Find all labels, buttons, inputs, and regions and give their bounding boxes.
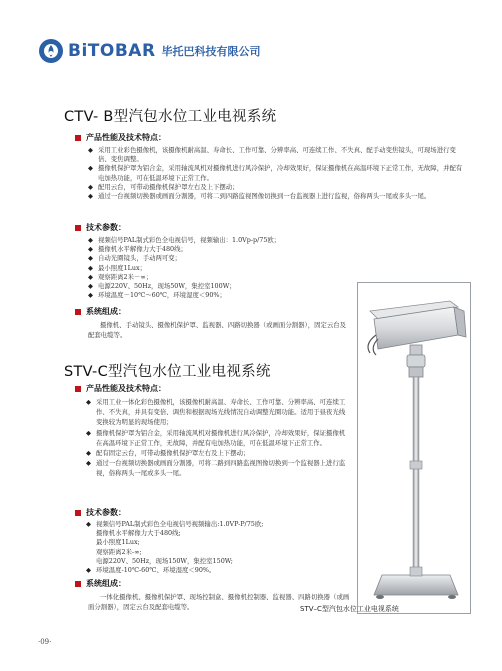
diamond-bullet-icon: ◆	[88, 192, 93, 201]
diamond-bullet-icon: ◆	[88, 254, 93, 263]
list-item: ◆ 配用云台，可带动摄像机保护罩左右及上下摆动；	[88, 182, 239, 191]
list-item: 最小照度1Lux;	[96, 538, 140, 547]
diamond-bullet-icon: ◆	[86, 566, 91, 575]
diamond-bullet-icon: ◆	[88, 291, 93, 300]
diamond-bullet-icon: ◆	[86, 428, 91, 437]
section2-specs-list	[86, 520, 348, 575]
diamond-bullet-icon: ◆	[86, 449, 91, 458]
list-item: ◆ 摄像机保护罩为铝合金，采用轴流风机对摄像机进行风冷保护，冷却效果好，保证摄像机在高温环境下正常工作，无故障，并配有电加热功能，可在低温环境下正常工作。	[88, 164, 463, 182]
product-photo	[357, 282, 471, 614]
page-number: ·09·	[38, 638, 52, 646]
list-item: ◆ 摄像机保护罩为铝合金，采用轴流风机对摄像机进行风冷保护，冷却效果好，保证摄像机在高温环境下正常工作，无故障，并配有电加热功能，可在低温环境下正常工作。	[86, 428, 346, 447]
red-square-icon	[75, 225, 81, 231]
company-name: 毕托巴科技有限公司	[161, 45, 261, 58]
red-square-icon	[75, 581, 81, 587]
diamond-bullet-icon: ◆	[88, 164, 93, 173]
list-item: ◆ 摄像机水平解像力大于480线；	[88, 245, 187, 254]
list-item: ◆ 通过一台视频切换器或画面分割器，可将二到四路监视图像切换到一台监视器上进行监视，俗称两头一尾或多头一尾。	[88, 192, 431, 201]
list-item: ◆ 配有固定云台，可带动摄像机保护罩左右及上下摆动；	[86, 449, 250, 458]
list-item: ◆ 采用工业彩色摄像机，该摄像机耐高温、寿命长、工作可靠、分辨率高、可连续工作、不失真、配手动变焦镜头，可现场进行变倍、变焦调整。	[88, 146, 456, 164]
section2-composition-text: 一体化摄像机、摄像机保护罩、现场控制盒、摄像机控制器、监视器、四路切换器（或画面分割器），固定云台及配套电缆等。	[88, 593, 350, 611]
list-item: ◆ 自动光圈镜头，手动两可变；	[88, 254, 182, 263]
section1-specs-heading: 技术参数：	[75, 222, 126, 233]
diamond-bullet-icon: ◆	[88, 146, 93, 154]
list-item: ◆ 环境温度-10℃-60℃、环境湿度＜90%。	[86, 566, 216, 575]
list-item: ◆ 视频信号PAL制式彩色全电视信号视频输出:1.0VP-P/75欧;	[86, 520, 264, 528]
section1-specs-list	[88, 236, 368, 300]
list-item: ◆ 最小照度1Lux；	[88, 263, 146, 272]
list-item: 电源220V、50Hz，现场150W，集控室150W;	[96, 556, 233, 565]
section1-composition-heading: 系统组成：	[75, 306, 126, 317]
section1-features-heading: 产品性能及技术特点：	[75, 132, 166, 143]
red-square-icon	[75, 135, 81, 141]
diamond-bullet-icon: ◆	[88, 272, 93, 281]
section1-title: CTV- B型汽包水位工业电视系统	[64, 109, 277, 125]
diamond-bullet-icon: ◆	[86, 398, 91, 406]
diamond-bullet-icon: ◆	[88, 236, 93, 244]
photo-caption: STV–C型汽包水位工业电视系统	[300, 605, 399, 613]
diamond-bullet-icon: ◆	[88, 282, 93, 291]
section1-composition-text: 摄像机、手动镜头、摄像机保护罩、监视器、四路切换器（或画面分割器），固定云台及配套电缆等。	[88, 321, 347, 339]
list-item: ◆ 环境温度－10℃～60℃，环境湿度＜90%；	[88, 291, 226, 300]
list-item: ◆ 电源220V、50Hz，现场50W，集控室100W；	[88, 282, 236, 291]
red-square-icon	[75, 386, 81, 392]
list-item: 观察距离2米-∞;	[96, 547, 142, 556]
diamond-bullet-icon: ◆	[88, 263, 93, 272]
section1-features-list	[88, 146, 466, 201]
camera-on-stand-icon	[358, 283, 470, 613]
diamond-bullet-icon: ◆	[88, 182, 93, 191]
list-item: 摄像机水平解像力大于480线;	[96, 529, 181, 538]
section2-composition-heading: 系统组成：	[75, 578, 126, 589]
section2-specs-heading: 技术参数：	[75, 507, 126, 518]
list-item: ◆ 采用工业一体化彩色摄像机，该摄像机耐高温、寿命长、工作可靠、分辨率高、可连续工作、不失真，并具有变倍、调焦和根据现场光线情况自动调整光圈功能。适用于昼夜光线变换较为明显的现场使用；	[86, 398, 346, 427]
brand-name: BiTOBAR	[68, 41, 156, 61]
company-logo	[38, 38, 261, 64]
diamond-bullet-icon: ◆	[88, 245, 93, 254]
diamond-bullet-icon: ◆	[86, 459, 91, 468]
list-item: ◆ 通过一台视频切换器或画面分割器，可将二路到四路监视图像切换到一个监视器上进行监视，俗称两头一尾或多头一尾。	[86, 459, 346, 478]
red-square-icon	[75, 309, 81, 315]
section2-features-heading: 产品性能及技术特点：	[75, 383, 166, 394]
section2-features-list	[86, 397, 348, 479]
list-item: ◆ 视频信号PAL制式彩色全电视信号，视频输出：1.0Vp-p/75欧；	[88, 236, 281, 244]
diamond-bullet-icon: ◆	[86, 520, 91, 528]
red-square-icon	[75, 510, 81, 516]
section2-title: STV-C型汽包水位工业电视系统	[64, 364, 271, 380]
list-item: ◆ 观察距离2米－∞；	[88, 272, 153, 281]
logo-mark-icon	[38, 38, 64, 64]
